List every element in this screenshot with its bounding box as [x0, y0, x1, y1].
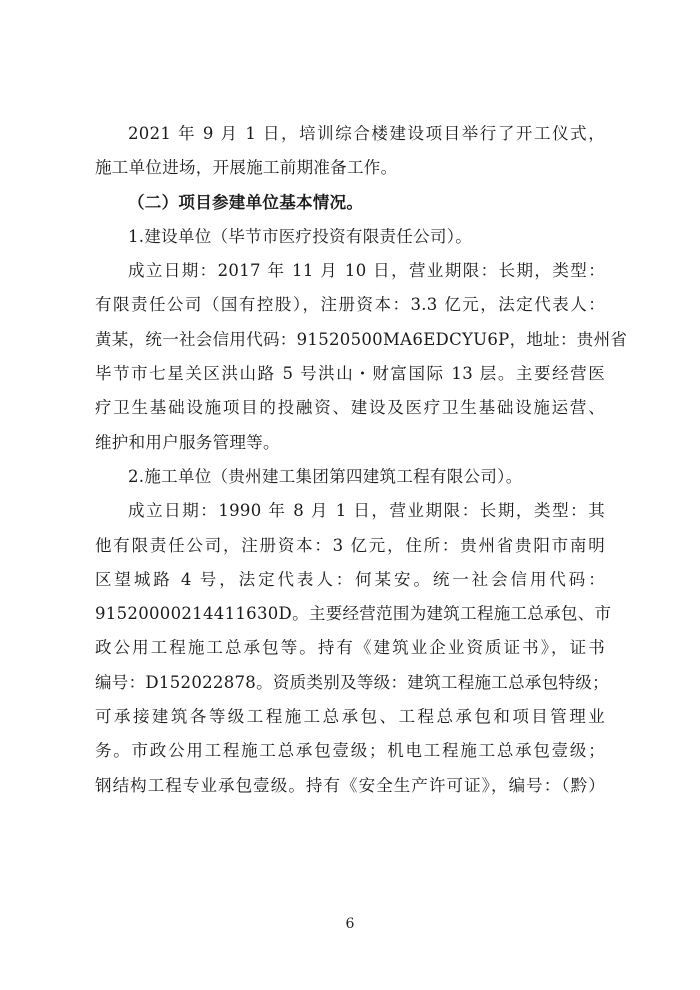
unit1-line-4: 毕节市七星关区洪山路 5 号洪山・财富国际 13 层。主要经营医 — [95, 364, 605, 384]
unit2-line-4: 91520000214411630D。主要经营范围为建筑工程施工总承包、市 — [95, 604, 612, 624]
intro-line-2: 施工单位进场，开展施工前期准备工作。 — [95, 158, 398, 178]
intro-line-1: 2021 年 9 月 1 日，培训综合楼建设项目举行了开工仪式， — [128, 124, 605, 143]
unit1-line-5: 疗卫生基础设施项目的投融资、建设及医疗卫生基础设施运营、 — [95, 398, 605, 418]
unit1-line-6: 维护和用户服务管理等。 — [95, 432, 280, 452]
unit2-line-5: 政公用工程施工总承包等。持有《建筑业企业资质证书》，证书 — [95, 638, 605, 658]
page-number: 6 — [345, 916, 355, 932]
unit1-line-2: 有限责任公司（国有控股），注册资本：3.3 亿元，法定代表人： — [95, 295, 605, 315]
unit2-line-3: 区望城路 4 号，法定代表人：何某安。统一社会信用代码： — [95, 569, 605, 589]
unit1-line-3: 黄某，统一社会信用代码：91520500MA6EDCYU6P，地址：贵州省 — [95, 329, 628, 349]
unit2-line-1: 成立日期：1990 年 8 月 1 日，营业期限：长期，类型：其 — [128, 501, 605, 521]
unit1-line-1: 成立日期：2017 年 11 月 10 日，营业期限：长期，类型： — [128, 261, 605, 281]
document-page — [95, 117, 628, 803]
unit2-line-2: 他有限责任公司，注册资本：3 亿元，住所：贵州省贵阳市南明 — [95, 535, 605, 555]
unit1-heading: 1.建设单位（毕节市医疗投资有限责任公司）。 — [128, 226, 473, 246]
unit2-heading: 2.施工单位（贵州建工集团第四建筑工程有限公司）。 — [128, 466, 523, 486]
section-heading: （二）项目参建单位基本情况。 — [128, 192, 364, 212]
unit2-line-6: 编号：D152022878。资质类别及等级：建筑工程施工总承包特级； — [95, 672, 609, 692]
unit2-line-7: 可承接建筑各等级工程施工总承包、工程总承包和项目管理业 — [95, 707, 605, 727]
unit2-line-8: 务。市政公用工程施工总承包壹级；机电工程施工总承包壹级； — [95, 741, 605, 761]
unit2-line-9: 钢结构工程专业承包壹级。持有《安全生产许可证》，编号：（黔） — [95, 775, 605, 795]
